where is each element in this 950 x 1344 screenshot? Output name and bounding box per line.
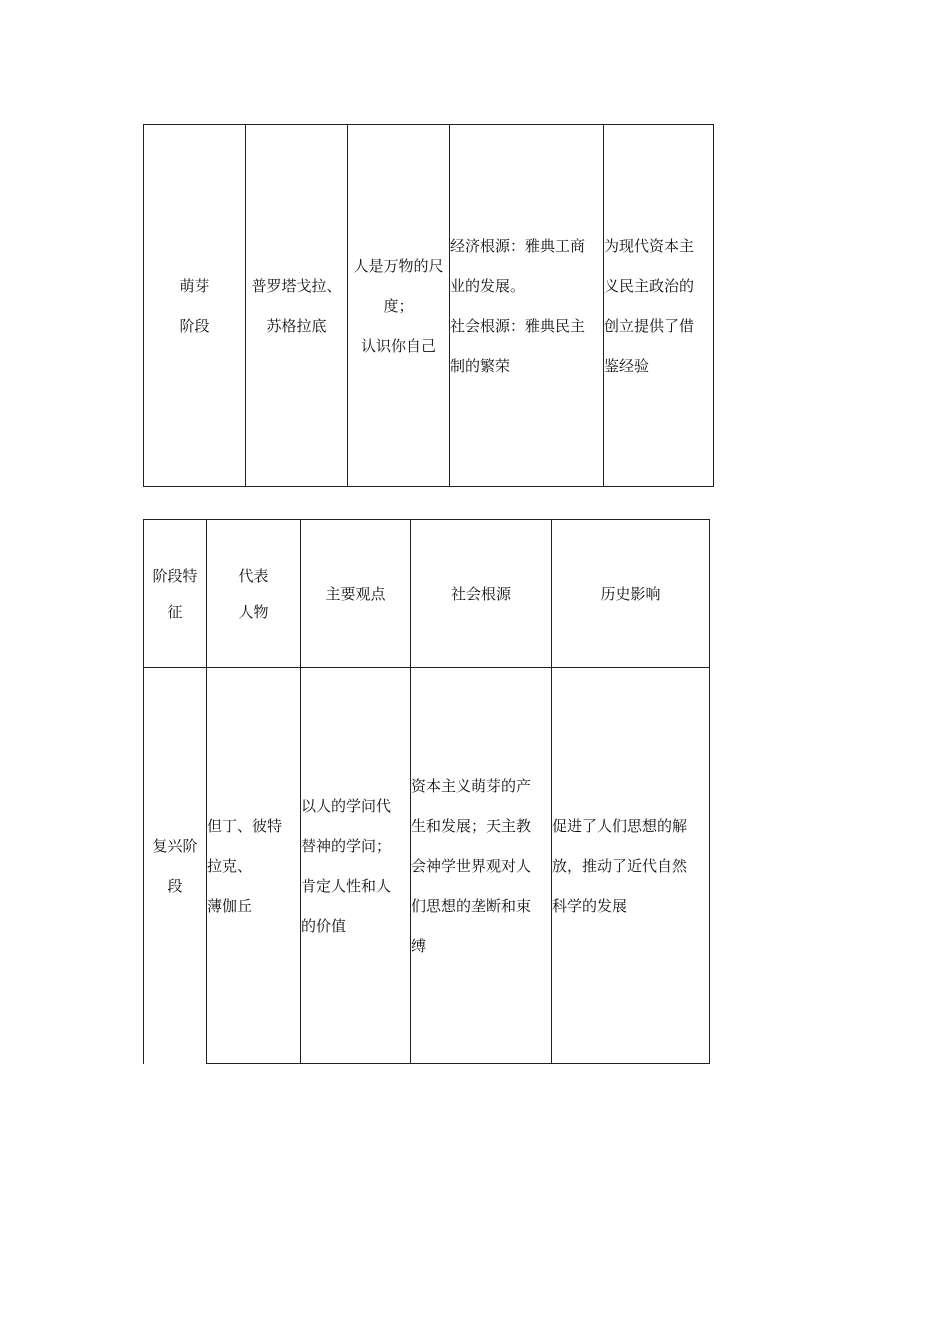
- header-impact-text: 历史影响: [600, 584, 661, 603]
- stage-cell: [144, 668, 207, 1064]
- views-text: 人是万物的尺 度； 认识你自己: [353, 256, 444, 355]
- roots-text: 经济根源：雅典工商 业的发展。 社会根源：雅典民主 制的繁荣: [450, 236, 586, 375]
- people-text: 普罗塔戈拉、 苏格拉底: [251, 276, 342, 335]
- table-header-row: [144, 520, 710, 668]
- header-roots: [411, 520, 552, 668]
- people-cell: [207, 668, 301, 1064]
- header-people-text: 代表 人物: [238, 566, 269, 621]
- impact-cell: [604, 125, 714, 487]
- stage-text: 复兴阶 段: [152, 836, 198, 895]
- people-text: 但丁、彼特 拉克、 薄伽丘: [207, 816, 283, 915]
- header-people: [207, 520, 301, 668]
- header-views-text: 主要观点: [325, 584, 386, 603]
- people-cell: [246, 125, 348, 487]
- impact-cell: [552, 668, 710, 1064]
- stage-cell: [144, 125, 246, 487]
- views-cell: [301, 668, 411, 1064]
- stage-text: 萌芽 阶段: [179, 276, 210, 335]
- header-views: [301, 520, 411, 668]
- header-roots-text: 社会根源: [450, 584, 511, 603]
- table-revival-stage: [143, 519, 710, 1064]
- impact-text: 为现代资本主 义民主政治的 创立提供了借 鉴经验: [604, 236, 695, 375]
- roots-cell: [450, 125, 604, 487]
- roots-cell: [411, 668, 552, 1064]
- impact-text: 促进了人们思想的解 放，推动了近代自然 科学的发展: [552, 816, 688, 915]
- table-row: [144, 125, 714, 487]
- views-cell: [348, 125, 450, 487]
- views-text: 以人的学问代 替神的学问； 肯定人性和人 的价值: [301, 796, 392, 935]
- header-stage: [144, 520, 207, 668]
- table-row: [144, 668, 710, 1064]
- table-sprouting-stage: [143, 124, 714, 487]
- roots-text: 资本主义萌芽的产 生和发展；天主教 会神学世界观对人 们思想的垄断和束 缚: [411, 776, 532, 955]
- header-stage-text: 阶段特 征: [152, 566, 198, 621]
- header-impact: [552, 520, 710, 668]
